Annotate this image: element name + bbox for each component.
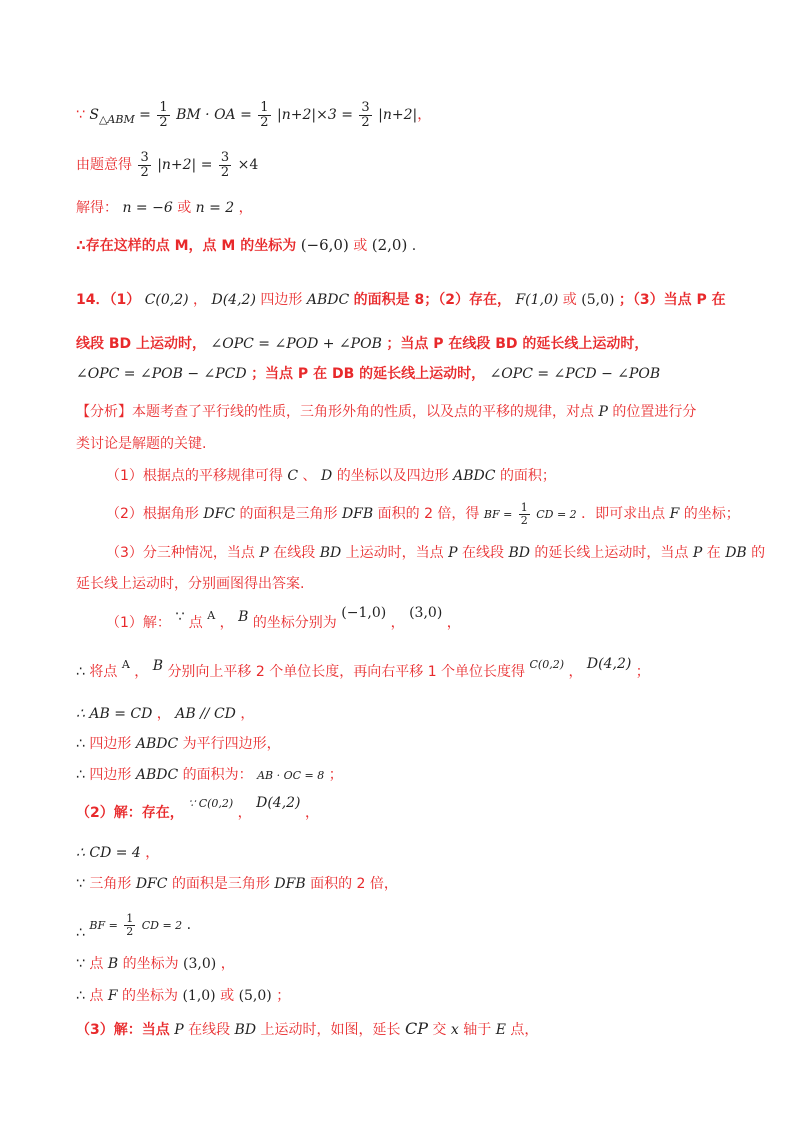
analysis-line-1: 【分析】本题考查了平行线的性质，三角形外角的性质，以及点的平移的规律，对点 P 的位置进行分	[76, 404, 697, 420]
fraction: $\frac{1}{2}$	[260, 100, 269, 130]
solution-1-ab-cd: ∴ AB = CD ， AB // CD ，	[76, 706, 255, 722]
line-area-abm: ∵ $S_{\triangle ABM}$ = $\frac{1}{2}$ BM · OA = $\frac{1}{2}$ |n+2|×3 = $\frac{3}{2}$ |n+2|，	[76, 100, 432, 130]
answer-14-header: 14．（1） C(0,2) ， D(4,2) 四边形 ABDC 的面积是 8；（2）存在， F(1,0) 或 (5,0) ；（3）当点 P 在	[76, 292, 726, 308]
line-given: 由题意得 $\frac{3}{2}$ |n+2| = $\frac{3}{2}$ ×4	[76, 150, 259, 180]
solution-2-given: （2）解：存在， $^{\because C(0,2)}$ ， D(4,2) ，	[76, 795, 319, 821]
fraction: $\frac{3}{2}$	[220, 150, 230, 180]
solution-1-area: ∴ 四边形 ABDC 的面积为： AB · OC = 8 ；	[76, 767, 343, 783]
analysis-step-3: （3）分三种情况，当点 P 在线段 BD 上运动时，当点 P 在线段 BD 的延长线上运动时，当点 P 在 DB 的	[106, 545, 766, 561]
analysis-line-2: 类讨论是解题的关键.	[76, 436, 207, 452]
solution-1-given: （1）解： ∵ 点 $^A$ ， B 的坐标分别为 (−1,0) ， (3,0) ，	[106, 605, 461, 631]
analysis-step-2: （2）根据角形 DFC 的面积是三角形 DFB 面积的 2 倍，得 BF = $\frac{1}{2}$ CD = 2 ．即可求出点 F 的坐标；	[106, 501, 740, 527]
solution-1-parallelogram: ∴ 四边形 ABDC 为平行四边形，	[76, 736, 281, 752]
solution-3-case1: （3）解：当点 P 在线段 BD 上运动时，如图，延长 CP 交 x 轴于 E 点，	[76, 1019, 539, 1038]
line-solve-n: 解得： n = −6 或 n = 2 ，	[76, 200, 253, 216]
answer-14-case1: 线段 BD 上运动时， ∠OPC = ∠POD + ∠POB ；当点 P 在线段 BD 的延长线上运动时，	[76, 336, 649, 352]
answer-14-case23: ∠OPC = ∠POB − ∠PCD ；当点 P 在 DB 的延长线上运动时， ∠OPC = ∠PCD − ∠POB	[76, 366, 661, 382]
solution-1-translate: ∴ 将点 $^A$ ， B 分别向上平移 2 个单位长度，再向右平移 1 个单位长度得 $^{C(0,2)}$ ， D(4,2) ；	[76, 656, 650, 680]
solution-2-bf: ∴ BF = $\frac{1}{2}$ CD = 2 .	[76, 912, 192, 942]
solution-2-triangle: ∵ 三角形 DFC 的面积是三角形 DFB 面积的 2 倍，	[76, 876, 398, 892]
fraction: $\frac{3}{2}$	[140, 150, 149, 180]
solution-2-point-f: ∴ 点 F 的坐标为 (1,0) 或 (5,0) ；	[76, 988, 291, 1004]
line-point-m: ∴存在这样的点 M，点 M 的坐标为 (−6,0) 或 (2,0) .	[76, 236, 417, 254]
analysis-step-3-cont: 延长线上运动时，分别画图得出答案.	[76, 576, 305, 592]
fraction: $\frac{1}{2}$	[520, 501, 528, 527]
fraction: $\frac{1}{2}$	[126, 912, 134, 938]
solution-2-cd: ∴ CD = 4 ，	[76, 845, 160, 861]
fraction: $\frac{3}{2}$	[361, 100, 370, 130]
solution-2-point-b: ∵ 点 B 的坐标为 (3,0) ，	[76, 956, 235, 972]
fraction: $\frac{1}{2}$	[159, 100, 168, 130]
analysis-step-1: （1）根据点的平移规律可得 C 、 D 的坐标以及四边形 ABDC 的面积；	[106, 468, 556, 484]
